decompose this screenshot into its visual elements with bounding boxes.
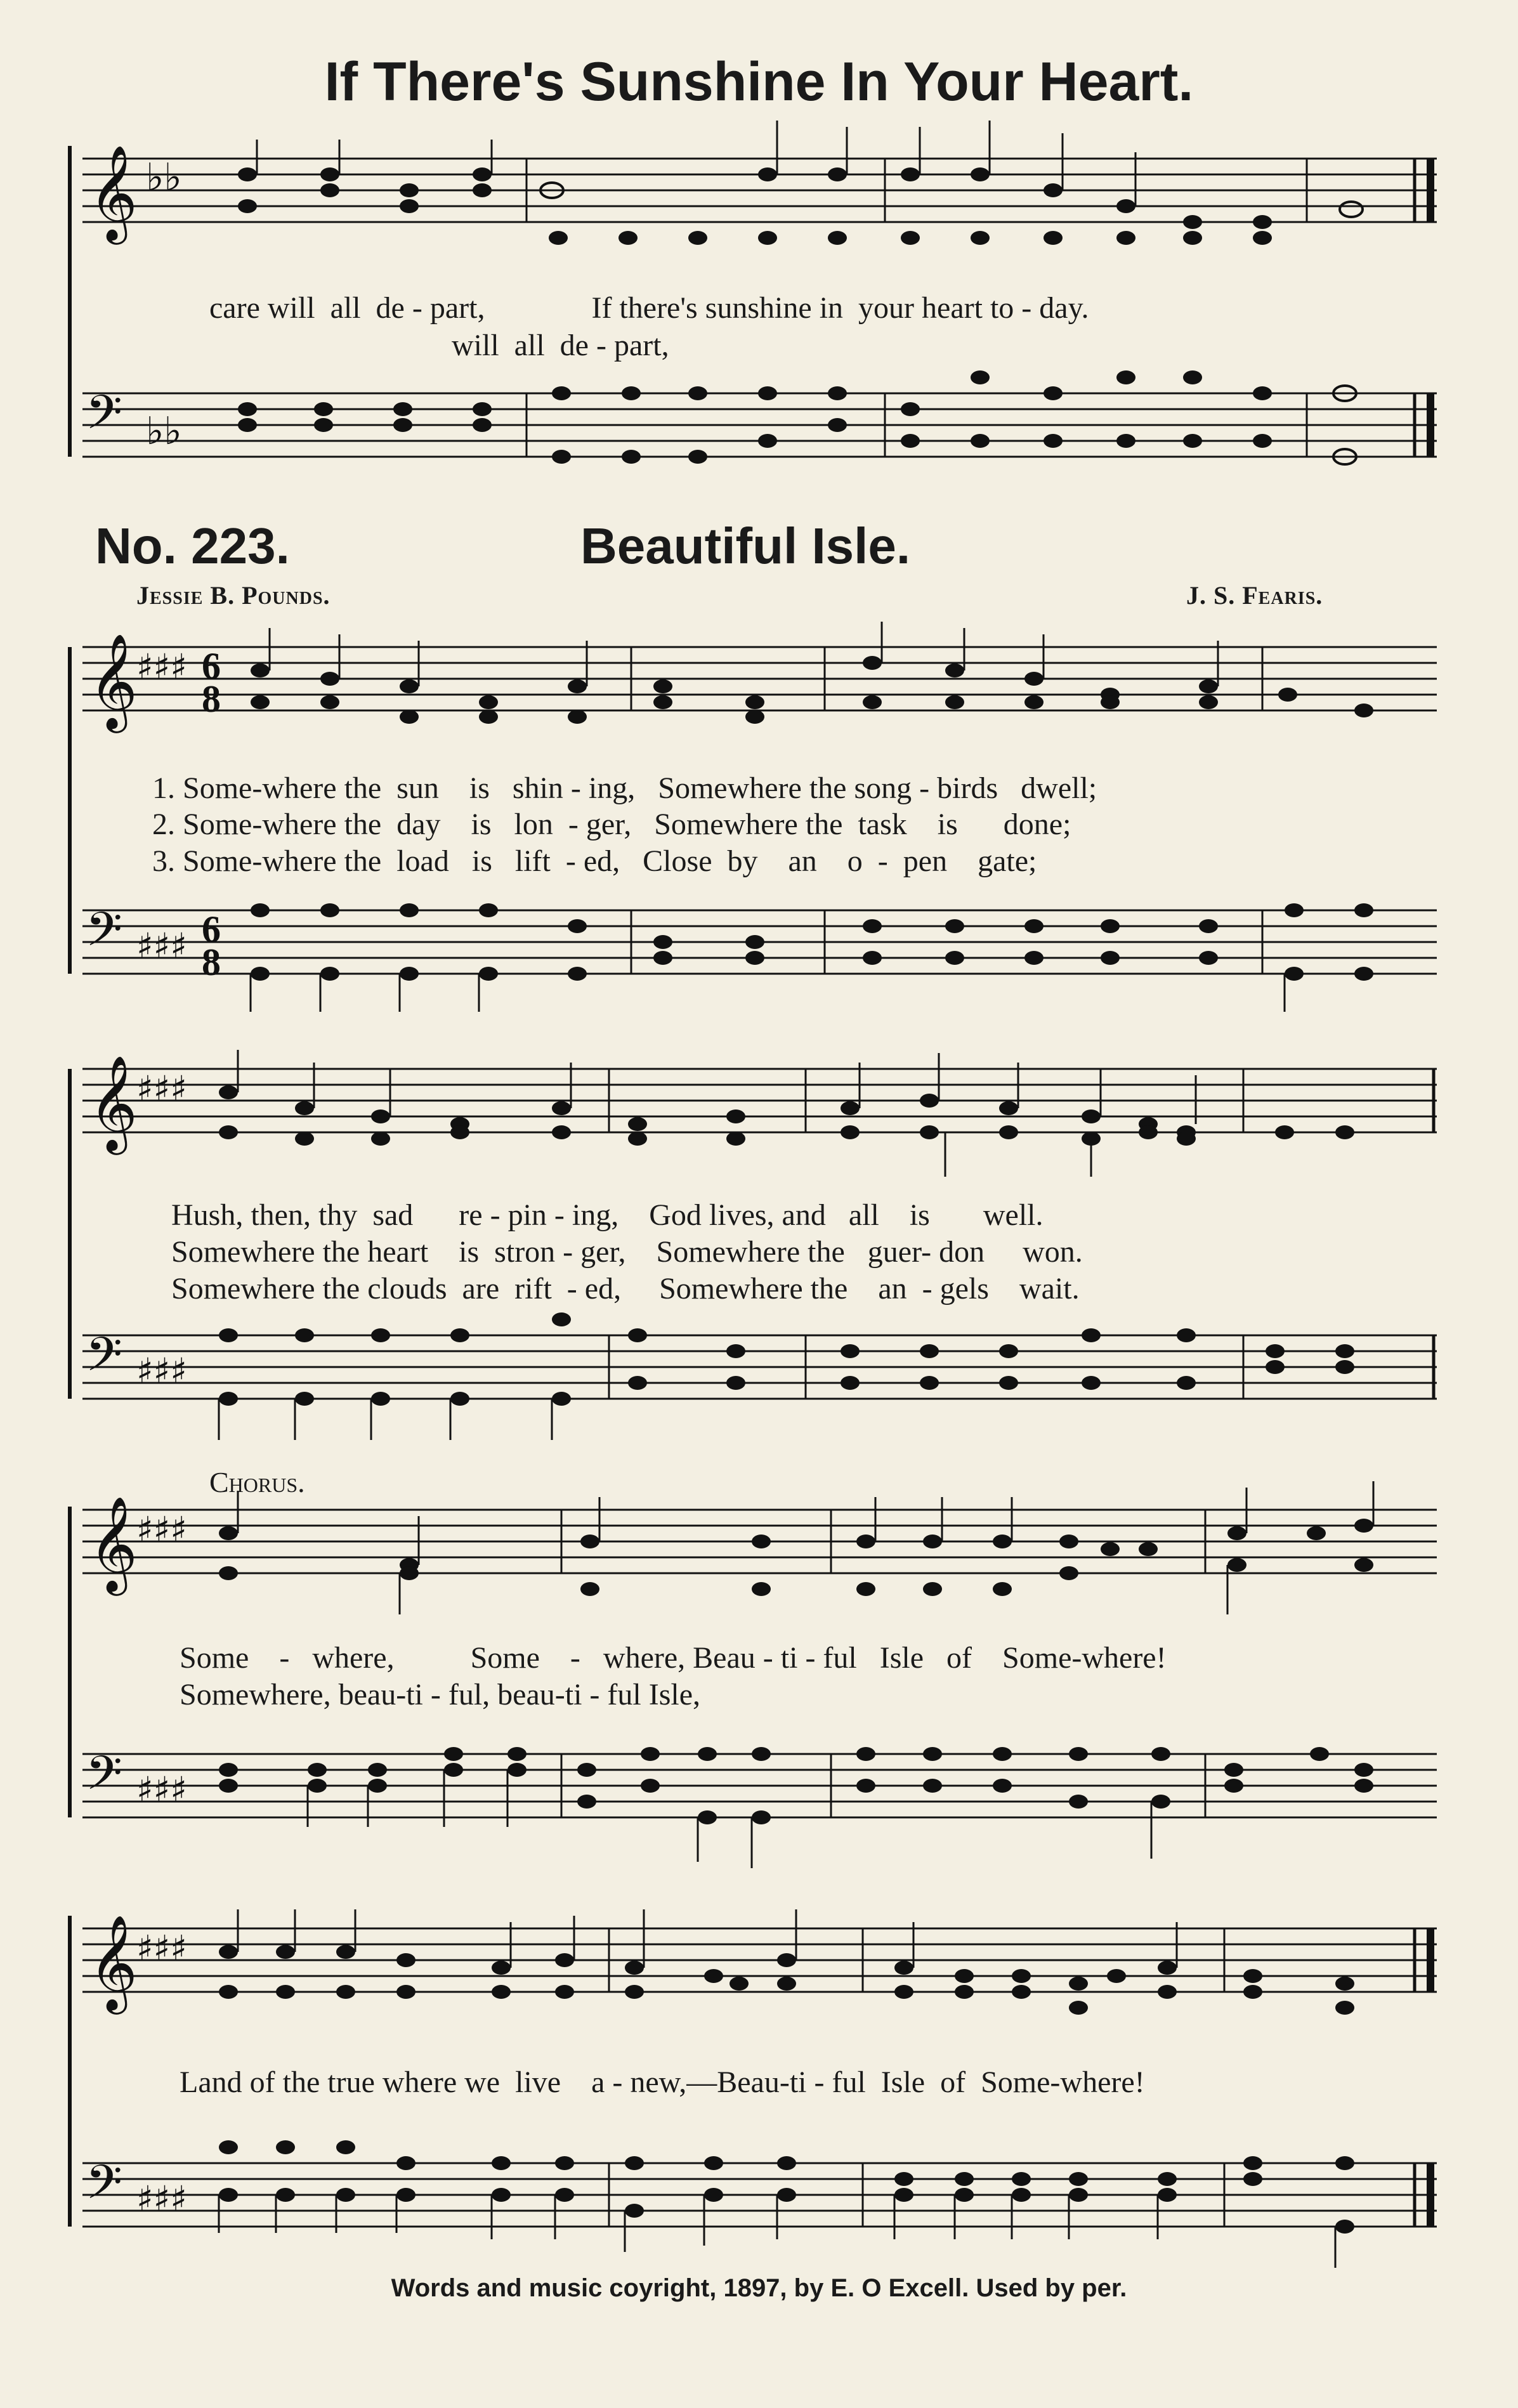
time-signature-bottom: 8 xyxy=(202,678,221,720)
svg-text:𝄞: 𝄞 xyxy=(89,632,138,729)
chorus-treble-staff xyxy=(0,1491,1518,1618)
svg-text:8: 8 xyxy=(202,941,221,983)
system-1-bass-staff xyxy=(0,898,1518,1024)
system-1-verse-3: 3. Some-where the load is lift - ed, Close by an o - pen gate; xyxy=(152,844,1037,878)
lyricist-credit: Jessie B. Pounds. xyxy=(136,581,330,610)
previous-hymn-bass-staff xyxy=(0,381,1518,507)
system-1-verse-2: 2. Some-where the day is lon - ger, Somewhere the task is done; xyxy=(152,808,1071,841)
system-2-verse-3: Somewhere the clouds are rift - ed, Somewhere the an - gels wait. xyxy=(171,1272,1080,1305)
svg-text:𝄞: 𝄞 xyxy=(89,1914,138,2010)
svg-text:♯♯♯: ♯♯♯ xyxy=(136,2178,187,2219)
svg-text:♯♯♯: ♯♯♯ xyxy=(136,926,187,966)
svg-text:♯♯♯: ♯♯♯ xyxy=(136,1068,187,1109)
svg-text:𝄢: 𝄢 xyxy=(86,902,122,969)
system-2-bass-staff xyxy=(0,1323,1518,1449)
system-4-lyrics: Land of the true where we live a - new,—Beau-ti - ful Isle of Some-where! xyxy=(180,2065,1145,2099)
system-4-treble-staff xyxy=(0,1909,1518,2036)
hymn-title: Beautiful Isle. xyxy=(580,518,911,574)
svg-text:♯♯♯: ♯♯♯ xyxy=(136,646,187,687)
previous-hymn-lyrics-line-2: will all de - part, xyxy=(452,329,669,362)
previous-hymn-treble-staff xyxy=(0,146,1518,273)
copyright-footer: Words and music coyright, 1897, by E. O Excell. Used by per. xyxy=(391,2274,1127,2302)
system-2-verse-2: Somewhere the heart is stron - ger, Somewhere the guer- don won. xyxy=(171,1235,1083,1269)
previous-hymn-lyrics-line-1: care will all de - part, If there's sunshine in your heart to - day. xyxy=(209,291,1089,325)
chorus-line-1: Some - where, Some - where, Beau - ti - ful Isle of Some-where! xyxy=(180,1641,1167,1675)
svg-text:♯♯♯: ♯♯♯ xyxy=(136,1769,187,1810)
system-4-bass-staff xyxy=(0,2150,1518,2277)
chorus-line-2: Somewhere, beau-ti - ful, beau-ti - ful Isle, xyxy=(180,1678,701,1711)
chorus-bass-staff xyxy=(0,1741,1518,1868)
svg-text:𝄢: 𝄢 xyxy=(86,1746,122,1812)
svg-text:𝄢: 𝄢 xyxy=(86,2155,122,2222)
chorus-label: Chorus. xyxy=(209,1466,305,1498)
svg-text:𝄞: 𝄞 xyxy=(89,1495,138,1592)
composer-credit: J. S. Fearis. xyxy=(1186,581,1323,610)
svg-text:♯♯♯: ♯♯♯ xyxy=(136,1928,187,1968)
svg-text:𝄞: 𝄞 xyxy=(89,144,138,240)
svg-text:𝄢: 𝄢 xyxy=(86,385,122,452)
system-2-verse-1: Hush, then, thy sad re - pin - ing, God lives, and all is well. xyxy=(171,1198,1044,1232)
svg-text:♯♯♯: ♯♯♯ xyxy=(136,1351,187,1391)
svg-text:♯♯♯: ♯♯♯ xyxy=(136,1509,187,1550)
svg-text:𝄞: 𝄞 xyxy=(89,1054,138,1151)
system-1-treble-staff xyxy=(0,628,1518,755)
svg-text:♭♭: ♭♭ xyxy=(146,409,182,454)
svg-text:6: 6 xyxy=(202,908,221,950)
svg-text:♭♭: ♭♭ xyxy=(146,155,182,200)
system-2-treble-staff xyxy=(0,1050,1518,1177)
system-1-verse-1: 1. Some-where the sun is shin - ing, Somewhere the song - birds dwell; xyxy=(152,771,1097,805)
svg-text:𝄢: 𝄢 xyxy=(86,1327,122,1394)
time-signature-top: 6 xyxy=(202,645,221,687)
previous-hymn-title: If There's Sunshine In Your Heart. xyxy=(324,51,1194,112)
hymn-number: No. 223. xyxy=(95,518,290,574)
